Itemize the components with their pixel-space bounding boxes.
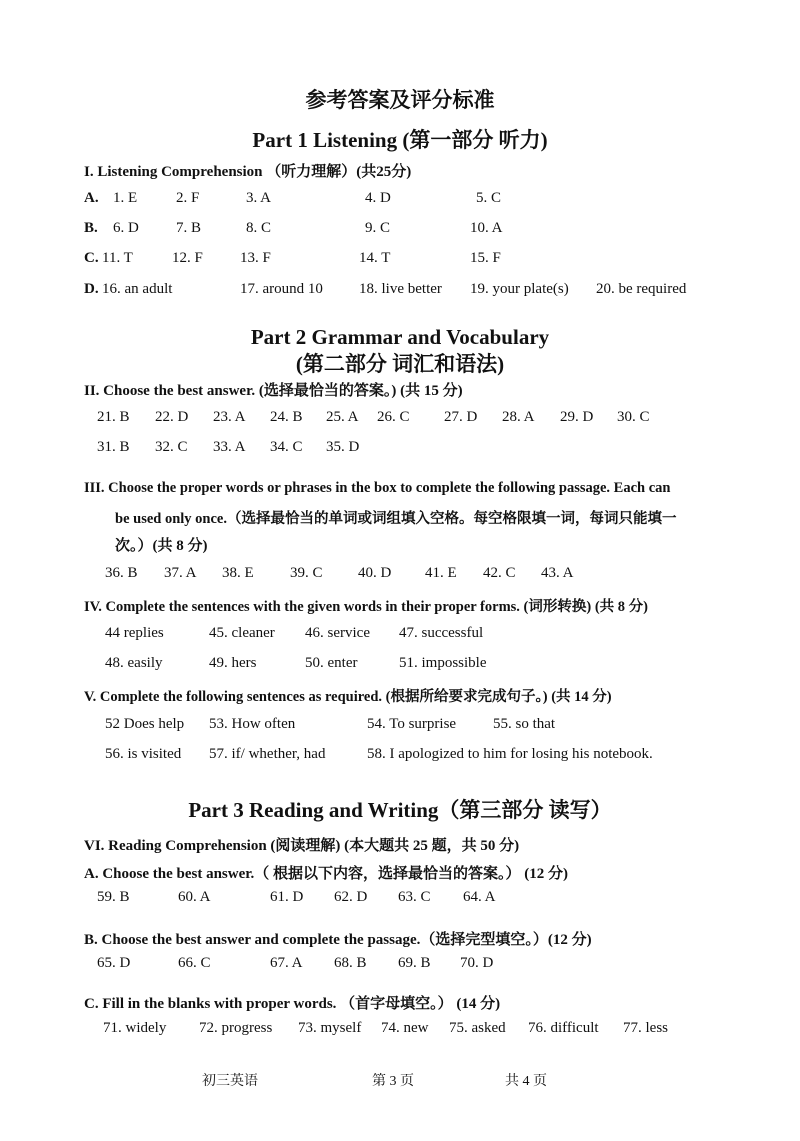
answer-item: 46. service — [305, 625, 370, 641]
part3-heading: Part 3 Reading and Writing（第三部分 读写） — [188, 798, 612, 822]
answer-item: 6. D — [113, 220, 139, 236]
answer-item: 9. C — [365, 220, 391, 236]
answer-item: 63. C — [398, 889, 431, 905]
answer-item: 68. B — [334, 955, 367, 971]
answer-item: 66. C — [178, 955, 211, 971]
answer-item: 65. D — [97, 955, 131, 971]
answer-item: 57. if/ whether, had — [209, 746, 326, 762]
answer-item: 61. D — [270, 889, 304, 905]
answer-item: 31. B — [97, 439, 130, 455]
answer-item: 55. so that — [493, 716, 556, 732]
answer-item: 18. live better — [359, 281, 442, 297]
answer-item: 17. around 10 — [240, 281, 323, 297]
section-B-heading: B. Choose the best answer and complete the passage.（选择完型填空。）(12 分) — [84, 932, 592, 948]
answer-item: 30. C — [617, 409, 650, 425]
answer-item: 41. E — [425, 565, 457, 581]
answer-item: 64. A — [463, 889, 496, 905]
answer-row-VI-A — [0, 889, 800, 909]
part2-subheading: (第二部分 词汇和语法) — [295, 352, 505, 376]
answer-row-III — [0, 565, 800, 585]
answer-item: 5. C — [476, 190, 502, 206]
section-A-heading: A. Choose the best answer.（ 根据以下内容，选择最恰当的答案。） (12 分) — [84, 866, 569, 882]
answer-item: 74. new — [381, 1020, 429, 1036]
answer-item: 23. A — [213, 409, 246, 425]
answer-item: 37. A — [164, 565, 197, 581]
footer-subject: 初三英语 — [202, 1074, 258, 1089]
answer-item: 7. B — [176, 220, 202, 236]
section-IV-heading: IV. Complete the sentences with the given words in their proper forms. (词形转换) (共 8 分) — [84, 599, 648, 615]
answer-item: 53. How often — [209, 716, 296, 732]
answer-item: 3. A — [246, 190, 272, 206]
answer-item: 40. D — [358, 565, 392, 581]
answer-item: 56. is visited — [105, 746, 182, 762]
answer-row-II-1 — [0, 409, 800, 429]
section-V-heading: V. Complete the following sentences as required. (根据所给要求完成句子。) (共 14 分) — [84, 689, 612, 705]
answer-item: 54. To surprise — [367, 716, 457, 732]
section-C-heading: C. Fill in the blanks with proper words. （首字母填空。） (14 分) — [84, 996, 501, 1012]
answer-item: 58. I apologized to him for losing his notebook. — [367, 746, 653, 762]
answer-item: 50. enter — [305, 655, 358, 671]
answer-item: 38. E — [222, 565, 254, 581]
answer-row-IV-1 — [0, 625, 800, 645]
answer-row-V-2 — [0, 746, 800, 766]
answer-item: 77. less — [623, 1020, 668, 1036]
section-III-heading-line2: be used only once.（选择最恰当的单词或词组填入空格。每空格限填一词，每词只能填一 — [115, 511, 677, 527]
row-label: D. — [84, 281, 99, 297]
answer-row-V-1 — [0, 716, 800, 736]
answer-row-B — [0, 220, 800, 240]
row-label: C. — [84, 250, 99, 266]
answer-item: 20. be required — [596, 281, 687, 297]
answer-item: 16. an adult — [102, 281, 173, 297]
document-title: 参考答案及评分标准 — [305, 88, 495, 112]
answer-item: 35. D — [326, 439, 360, 455]
answer-item: 36. B — [105, 565, 138, 581]
answer-item: 19. your plate(s) — [470, 281, 569, 297]
answer-item: 52 Does help — [105, 716, 185, 732]
section-III-heading: III. Choose the proper words or phrases in the box to complete the following passage. Each can — [84, 480, 671, 496]
part1-heading: Part 1 Listening (第一部分 听力) — [252, 128, 548, 152]
answer-item: 76. difficult — [528, 1020, 599, 1036]
answer-item: 8. C — [246, 220, 272, 236]
answer-row-C — [0, 250, 800, 270]
answer-item: 12. F — [172, 250, 203, 266]
answer-item: 28. A — [502, 409, 535, 425]
answer-item: 45. cleaner — [209, 625, 275, 641]
answer-item: 29. D — [560, 409, 594, 425]
answer-item: 4. D — [365, 190, 391, 206]
answer-item: 69. B — [398, 955, 431, 971]
answer-item: 73. myself — [298, 1020, 362, 1036]
answer-item: 21. B — [97, 409, 130, 425]
answer-item: 24. B — [270, 409, 303, 425]
answer-item: 48. easily — [105, 655, 163, 671]
answer-item: 60. A — [178, 889, 211, 905]
answer-item: 43. A — [541, 565, 574, 581]
answer-item: 59. B — [97, 889, 130, 905]
answer-item: 22. D — [155, 409, 189, 425]
footer-total-pages: 共 4 页 — [505, 1074, 547, 1089]
answer-item: 33. A — [213, 439, 246, 455]
answer-item: 39. C — [290, 565, 323, 581]
answer-item: 27. D — [444, 409, 478, 425]
answer-item: 11. T — [102, 250, 133, 266]
answer-item: 14. T — [359, 250, 391, 266]
answer-item: 1. E — [113, 190, 138, 206]
section-VI-heading: VI. Reading Comprehension (阅读理解) (本大题共 25 题，共 50 分) — [84, 838, 520, 854]
part2-heading: Part 2 Grammar and Vocabulary — [250, 325, 550, 349]
answer-item: 49. hers — [209, 655, 257, 671]
row-label: A. — [84, 190, 99, 206]
answer-item: 51. impossible — [399, 655, 487, 671]
answer-row-IV-2 — [0, 655, 800, 675]
answer-item: 71. widely — [103, 1020, 167, 1036]
answer-item: 32. C — [155, 439, 188, 455]
answer-item: 10. A — [470, 220, 503, 236]
answer-item: 15. F — [470, 250, 501, 266]
answer-item: 42. C — [483, 565, 516, 581]
answer-item: 2. F — [176, 190, 200, 206]
answer-row-D — [0, 281, 800, 301]
answer-item: 70. D — [460, 955, 494, 971]
answer-item: 44 replies — [105, 625, 164, 641]
footer-page-number: 第 3 页 — [372, 1074, 414, 1089]
answer-item: 47. successful — [399, 625, 484, 641]
answer-row-II-2 — [0, 439, 800, 459]
answer-item: 72. progress — [199, 1020, 273, 1036]
answer-item: 67. A — [270, 955, 303, 971]
answer-item: 25. A — [326, 409, 359, 425]
answer-row-VI-B — [0, 955, 800, 975]
answer-row-A — [0, 190, 800, 210]
section-II-heading: II. Choose the best answer. (选择最恰当的答案。) (共 15 分) — [84, 383, 463, 399]
answer-item: 34. C — [270, 439, 303, 455]
answer-row-VI-C — [0, 1020, 800, 1040]
row-label: B. — [84, 220, 98, 236]
section-I-heading: I. Listening Comprehension （听力理解）(共25分) — [84, 164, 412, 180]
answer-item: 13. F — [240, 250, 271, 266]
section-III-heading-line3: 次。）(共 8 分) — [115, 538, 208, 554]
answer-item: 75. asked — [449, 1020, 506, 1036]
answer-item: 26. C — [377, 409, 410, 425]
answer-item: 62. D — [334, 889, 368, 905]
